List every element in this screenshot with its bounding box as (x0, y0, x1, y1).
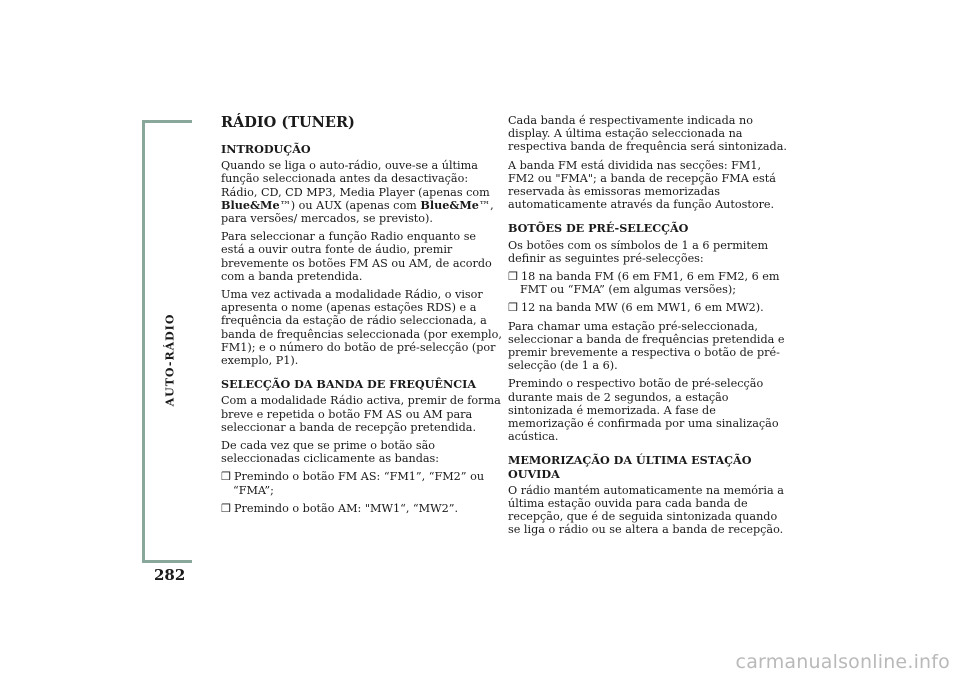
intro-paragraph-2: Para seleccionar a função Radio enquanto se está a ouvir outra fonte de áudio, premir brevemente os botões FM AS ou AM, de acordo com a banda pretendida. (221, 230, 492, 283)
page-frame-top (142, 120, 192, 123)
band-bullet-2: ❒ Premindo o botão AM: "MW1“, “MW2”. (221, 501, 458, 515)
page-number: 282 (154, 566, 186, 584)
band-paragraph-2: De cada vez que se prime o botão são seleccionadas ciclicamente as bandas: (221, 439, 440, 466)
preset-paragraph-3: Premindo o respectivo botão de pré-selecção durante mais de 2 segundos, a estação sintonizada é memorizada. A fase de memorização é confirmada por uma sinalização acústica. (508, 377, 779, 444)
intro-paragraph-1: Quando se liga o auto-rádio, ouve-se a última função seleccionada antes da desactivação: Rádio, CD, CD MP3, Media Player (apenas com Blue&Me™) ou AUX (apenas com Blue&Me™, para versões/ mercados, se previsto). (221, 159, 494, 226)
checkbox-bullet-icon: ❒ (221, 470, 232, 484)
memory-paragraph: O rádio mantém automaticamente na memória a última estação ouvida para cada banda de recepção, que é de seguida sintonizada quando se liga o rádio ou se altera a banda de recepção. (508, 483, 784, 537)
preset-bullet-2: ❒ 12 na banda MW (6 em MW1, 6 em MW2). (508, 301, 764, 315)
checkbox-bullet-icon: ❒ (508, 301, 519, 315)
right-column (508, 114, 790, 542)
page-frame-left (142, 120, 145, 562)
preset-paragraph-2: Para chamar uma estação pré-seleccionada, seleccionar a banda de frequências pretendida e premir brevemente a respectiva o botão de pré-selecção (de 1 a 6). (508, 319, 785, 373)
intro-paragraph-3: Uma vez activada a modalidade Rádio, o visor apresenta o nome (apenas estações RDS) e a frequência da estação de rádio seleccionada, a banda de frequências seleccionada (por exemplo, FM1); e o número do botão de pré-selecção (por exemplo, P1). (221, 288, 502, 368)
memory-heading: MEMORIZAÇÃO DA ÚLTIMA ESTAÇÃO OUVIDA (508, 453, 752, 481)
band-paragraph-1: Com a modalidade Rádio activa, premir de forma breve e repetida o botão FM AS ou AM para seleccionar a banda de recepção pretendida. (221, 394, 501, 434)
band-display-paragraph: Cada banda é respectivamente indicada no display. A última estação seleccionada na respectiva banda de frequência será sintonizada. (508, 114, 787, 154)
checkbox-bullet-icon: ❒ (508, 270, 519, 284)
watermark-text: carmanualsonline.info (735, 651, 950, 673)
preset-heading: BOTÕES DE PRÉ-SELECÇÃO (508, 221, 689, 236)
page-frame-bottom (142, 560, 192, 563)
preset-paragraph-1: Os botões com os símbolos de 1 a 6 permitem definir as seguintes pré-selecções: (508, 238, 769, 265)
fm-sections-paragraph: A banda FM está dividida nas secções: FM1, FM2 ou "FMA"; a banda de recepção FMA está reservada às emissoras memorizadas automaticamente através da função Autostore. (508, 158, 776, 212)
band-bullet-1: ❒ Premindo o botão FM AS: “FM1”, “FM2” ou “FMA”; (221, 470, 485, 497)
checkbox-bullet-icon: ❒ (221, 501, 232, 515)
left-column (221, 114, 503, 520)
preset-bullet-1: ❒ 18 na banda FM (6 em FM1, 6 em FM2, 6 em FMT ou “FMA” (em algumas versões); (508, 270, 780, 297)
section-side-label: AUTO-RÁDIO (163, 313, 177, 407)
band-heading: SELECÇÃO DA BANDA DE FREQUÊNCIA (221, 377, 477, 392)
page-title: RÁDIO (TUNER) (221, 114, 355, 131)
intro-heading: INTRODUÇÃO (221, 142, 311, 156)
